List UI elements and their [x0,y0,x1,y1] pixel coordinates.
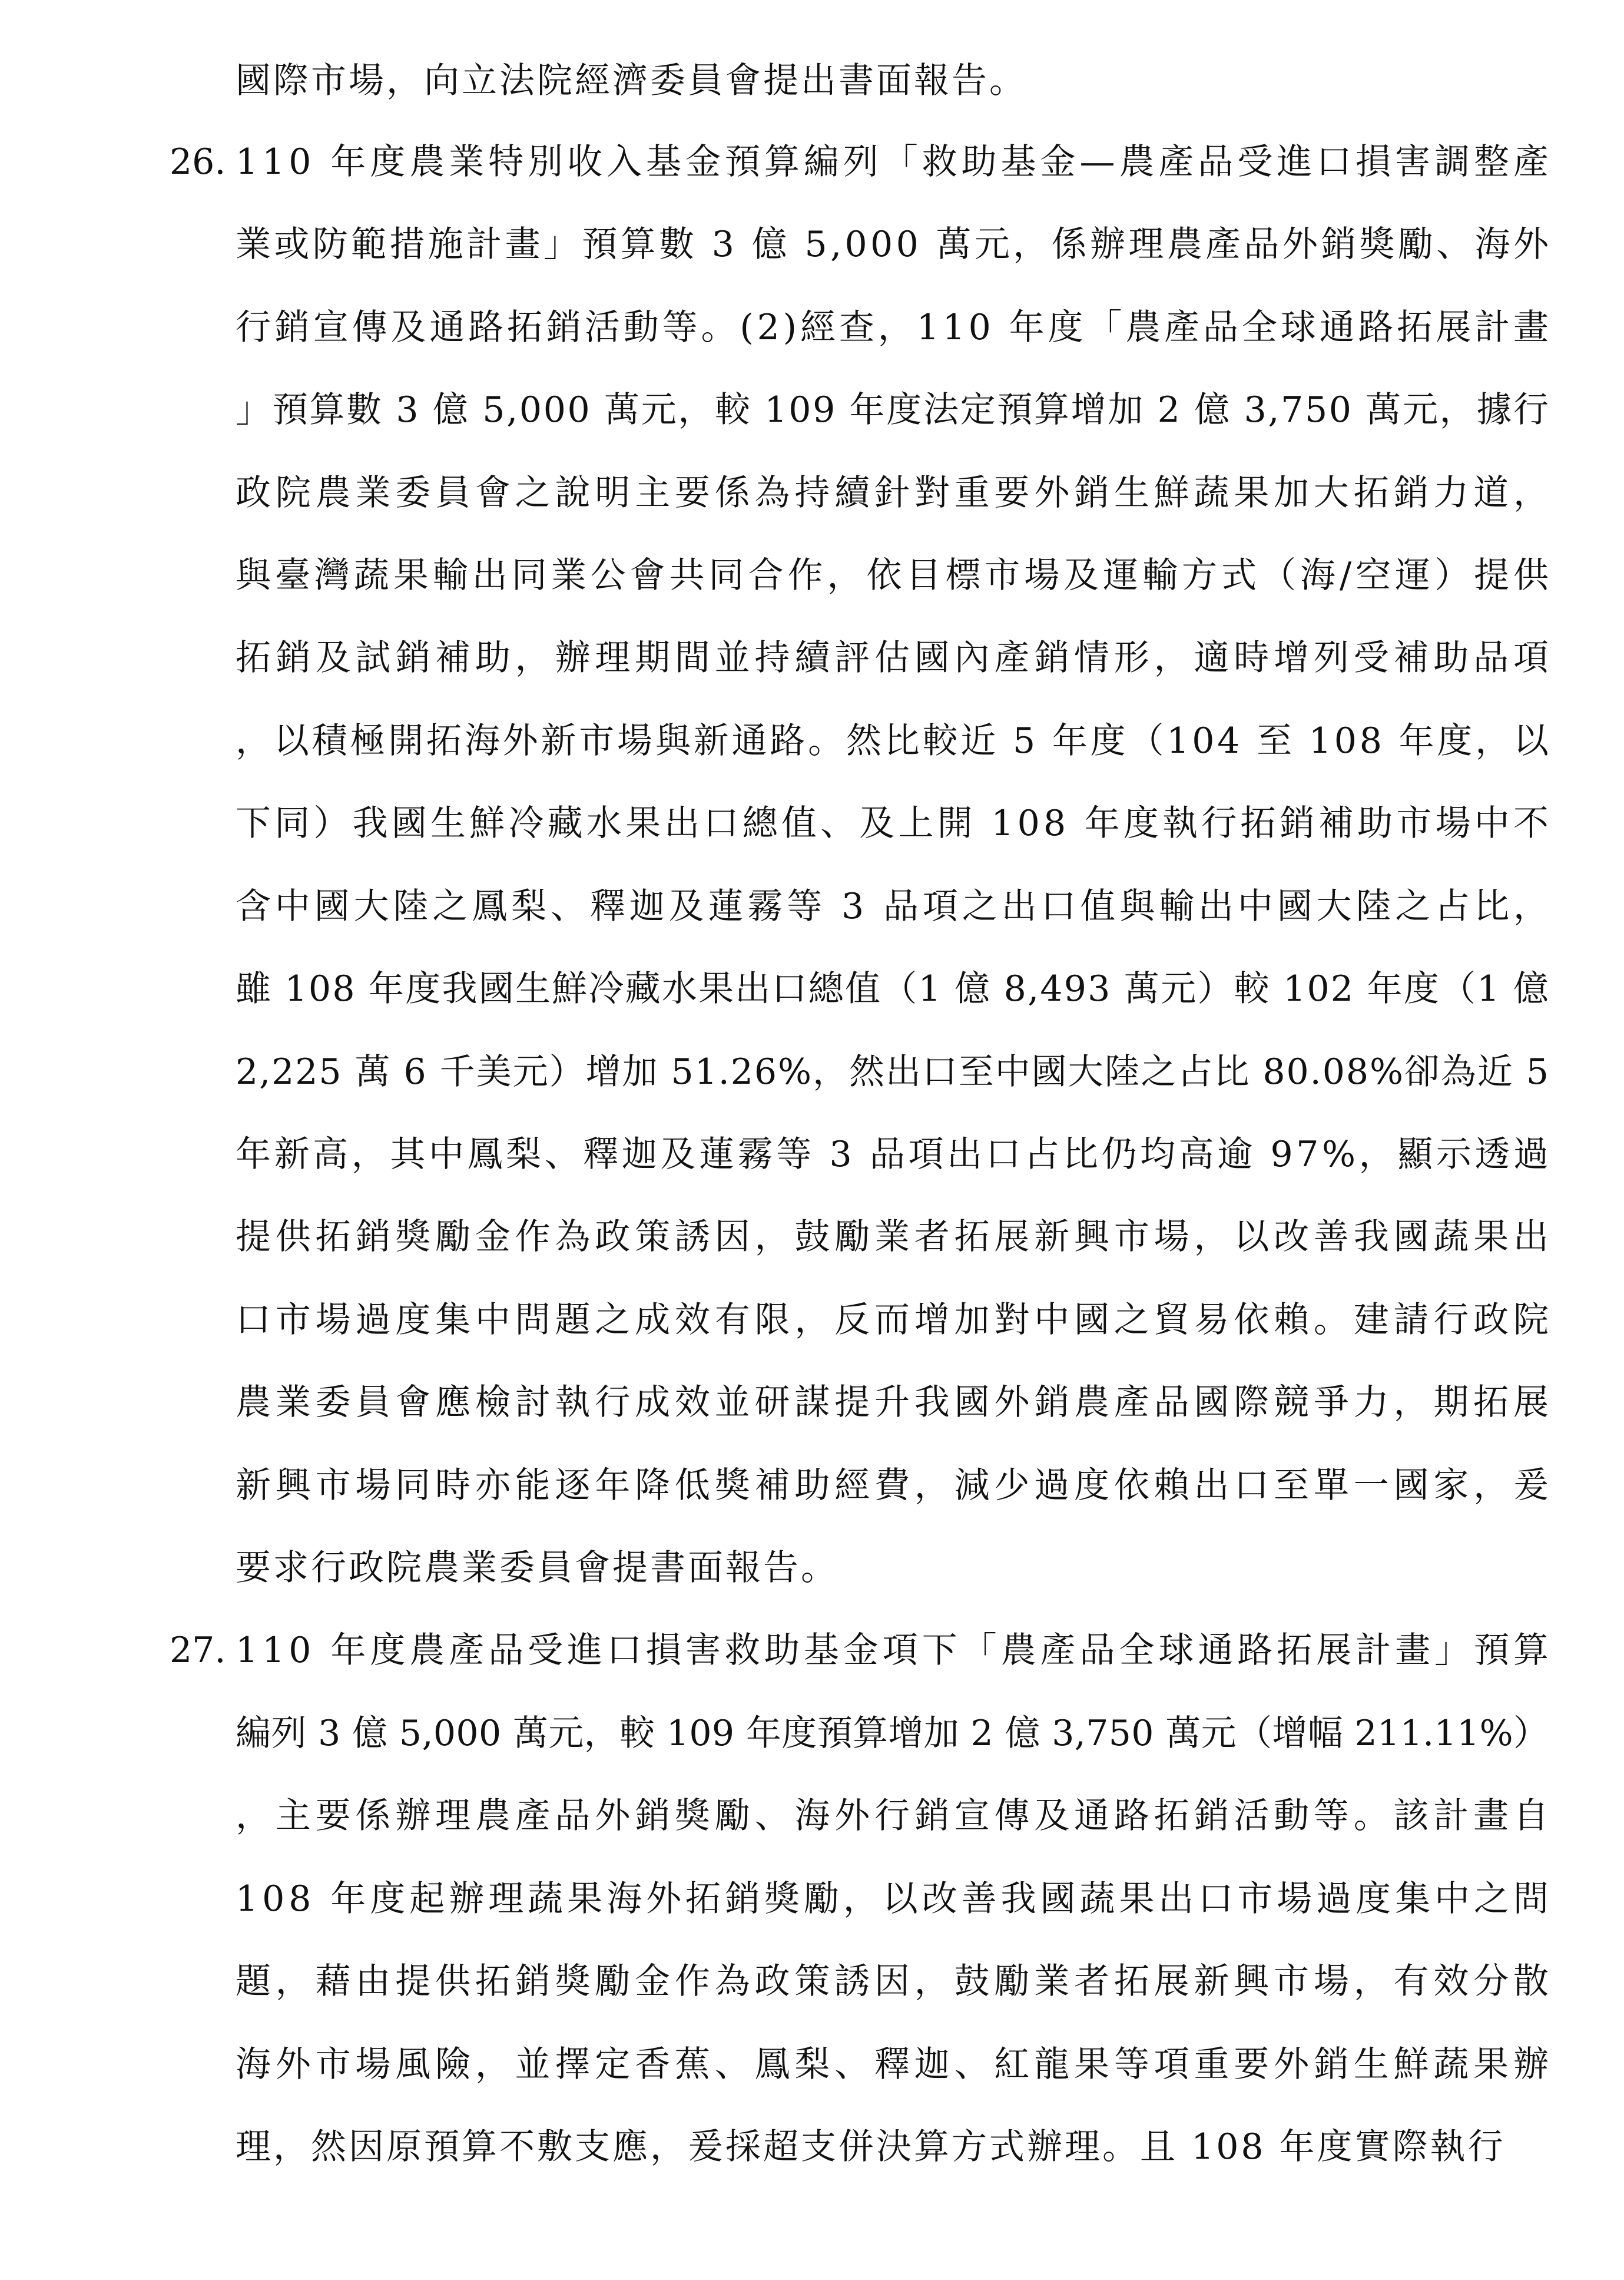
text-line: 」預算數 3 億 5,000 萬元，較 109 年度法定預算增加 2 億 3,750 萬元，據行 [236,389,1550,431]
text-line: 編列 3 億 5,000 萬元，較 109 年度預算增加 2 億 3,750 萬元（增幅 211.11%） [236,1713,1549,1754]
text-line: 政院農業委員會之說明主要係為持續針對重要外銷生鮮蔬果加大拓銷力道， [236,472,1553,514]
text-line: 拓銷及試銷補助，辦理期間並持續評估國內產銷情形，適時增列受補助品項 [236,637,1553,679]
text-line: ，以積極開拓海外新市場與新通路。然比較近 5 年度（104 至 108 年度，以 [236,720,1552,762]
item-number: 26. [170,141,226,183]
text-line: 國際市場，向立法院經濟委員會提出書面報告。 [236,60,1027,101]
text-line: 理，然因原預算不敷支應，爰採超支併決算方式辦理。且 108 年度實際執行 [236,2126,1506,2168]
text-line: 行銷宣傳及通路拓銷活動等。(2)經查，110 年度「農產品全球通路拓展計畫 [236,307,1552,348]
text-line: 口市場過度集中問題之成效有限，反而增加對中國之貿易依賴。建請行政院 [236,1299,1553,1341]
text-line: 農業委員會應檢討執行成效並研謀提升我國外銷農產品國際競爭力，期拓展 [236,1382,1553,1423]
text-line: 題，藉由提供拓銷獎勵金作為政策誘因，鼓勵業者拓展新興市場，有效分散 [236,1961,1553,2002]
text-line: 新興市場同時亦能逐年降低獎補助經費，減少過度依賴出口至單一國家，爰 [236,1465,1553,1506]
text-line: 海外市場風險，並擇定香蕉、鳳梨、釋迦、紅龍果等項重要外銷生鮮蔬果辦 [236,2044,1553,2085]
text-line: 業或防範措施計畫」預算數 3 億 5,000 萬元，係辦理農產品外銷獎勵、海外 [236,224,1552,265]
text-line: 110 年度農產品受進口損害救助基金項下「農產品全球通路拓展計畫」預算 [236,1630,1553,1671]
text-line: 下同）我國生鮮冷藏水果出口總值、及上開 108 年度執行拓銷補助市場中不 [236,803,1553,844]
text-line: 年新高，其中鳳梨、釋迦及蓮霧等 3 品項出口占比仍均高逾 97%，顯示透過 [236,1134,1552,1175]
text-line: 2,225 萬 6 千美元）增加 51.26%，然出口至中國大陸之占比 80.08%卻為近 5 [236,1051,1550,1093]
text-line: 提供拓銷獎勵金作為政策誘因，鼓勵業者拓展新興市場，以改善我國蔬果出 [236,1216,1553,1258]
text-line: ，主要係辦理農產品外銷獎勵、海外行銷宣傳及通路拓銷活動等。該計畫自 [236,1795,1553,1836]
text-line: 110 年度農業特別收入基金預算編列「救助基金—農產品受進口損害調整產 [236,141,1553,183]
text-line: 與臺灣蔬果輸出同業公會共同合作，依目標市場及運輸方式（海/空運）提供 [236,555,1553,596]
text-line: 108 年度起辦理蔬果海外拓銷獎勵，以改善我國蔬果出口市場過度集中之問 [236,1878,1553,1920]
text-line: 含中國大陸之鳳梨、釋迦及蓮霧等 3 品項之出口值與輸出中國大陸之占比， [236,886,1553,927]
text-line: 雖 108 年度我國生鮮冷藏水果出口總值（1 億 8,493 萬元）較 102 年度（1 億 [236,968,1550,1010]
item-number: 27. [170,1630,226,1671]
text-line: 要求行政院農業委員會提書面報告。 [236,1547,838,1589]
